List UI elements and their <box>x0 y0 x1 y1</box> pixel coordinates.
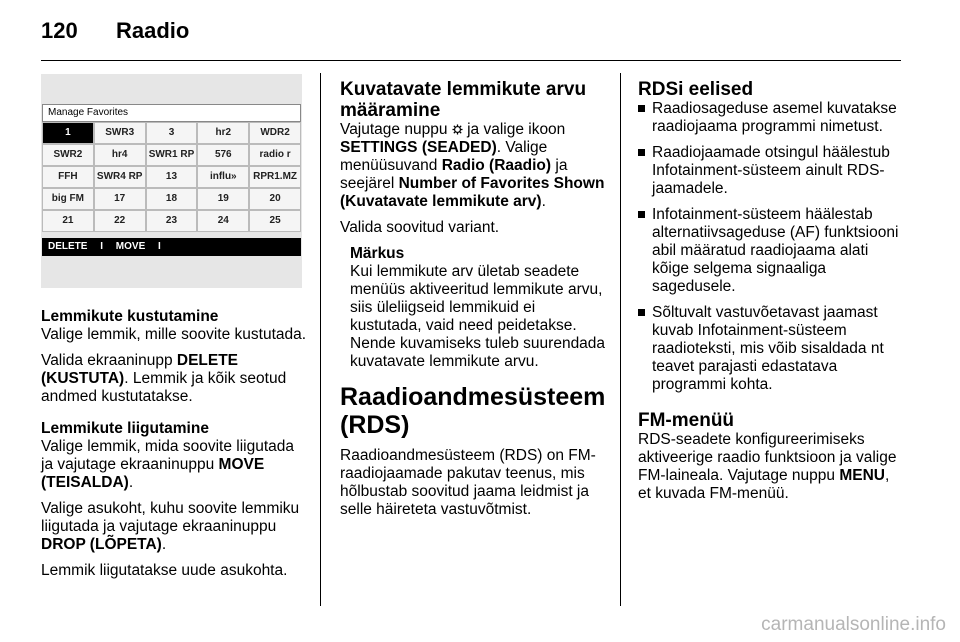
list-item: Raadiosageduse asemel kuvatakse raadiojaama programmi nimetust. <box>638 100 900 136</box>
column-1 <box>41 308 309 588</box>
watermark: carmanualsonline.info <box>761 614 946 635</box>
favorite-slot: 3 <box>146 122 198 144</box>
favorites-row <box>42 144 301 166</box>
bullet-square-icon <box>638 105 645 112</box>
favorites-row <box>42 166 301 188</box>
favorite-slot: 21 <box>42 210 94 232</box>
section-heading-rds-benefits: RDSi eelised <box>638 79 754 100</box>
favorite-slot: 18 <box>146 188 198 210</box>
manage-favorites-screenshot <box>41 74 302 288</box>
favorite-slot: 13 <box>146 166 198 188</box>
favorite-slot: SWR1 RP <box>146 144 198 166</box>
section-heading-fm-menu: FM-menüü <box>638 410 735 431</box>
paragraph: Valige lemmik, mida soovite liigutada ja vajutage ekraaninuppu MOVE (TEISALDA). <box>41 438 294 491</box>
column-divider-2 <box>620 73 621 606</box>
paragraph: Valige lemmik, mille soovite kustutada. <box>41 326 307 343</box>
column-divider-1 <box>320 73 321 606</box>
favorite-slot: SWR4 RP <box>94 166 146 188</box>
bullet-square-icon <box>638 211 645 218</box>
page-number: 120 <box>41 18 78 43</box>
screenshot-action-bar <box>42 238 301 256</box>
section-heading-delete: Lemmikute kustutamine <box>41 308 219 325</box>
paragraph: RDS-seadete konfigureerimiseks aktiveerige raadio funktsioon ja valige FM-laineala. Vajutage nuppu MENU, et kuvada FM-menüü. <box>638 431 897 502</box>
favorite-slot: 23 <box>146 210 198 232</box>
move-label: MOVE <box>115 241 146 252</box>
section-heading-move: Lemmikute liigutamine <box>41 420 209 437</box>
favorites-row <box>42 188 301 210</box>
list-item: Raadiojaamade otsingul häälestub Infotainment-süsteem ainult RDS-jaamadele. <box>638 144 900 198</box>
column-3 <box>638 79 900 511</box>
favorite-slot: 17 <box>94 188 146 210</box>
favorite-slot: FFH <box>42 166 94 188</box>
gear-icon <box>452 124 463 135</box>
favorite-slot: hr4 <box>94 144 146 166</box>
delete-label: DELETE <box>48 241 88 252</box>
paragraph: Vajutage nuppu ja valige ikoon SETTINGS (SEADED). Valige menüüsuvand Radio (Raadio) ja seejärel Number of Favorites Shown (Kuvatavate lemmikute arv). <box>340 121 605 210</box>
favorite-slot: SWR3 <box>94 122 146 144</box>
section-heading-favorites-count: Kuvatavate lemmikute arvu määramine <box>340 79 587 121</box>
paragraph: Valige asukoht, kuhu soovite lemmiku liigutada ja vajutage ekraaninuppu DROP (LÕPETA). <box>41 500 300 553</box>
bullet-square-icon <box>638 149 645 156</box>
page-title: Raadio <box>116 18 190 43</box>
favorite-slot: influ» <box>197 166 249 188</box>
favorites-grid <box>42 122 301 232</box>
favorite-slot: 19 <box>197 188 249 210</box>
favorite-slot: 25 <box>249 210 301 232</box>
rds-benefits-list <box>638 100 900 394</box>
favorite-slot: 24 <box>197 210 249 232</box>
favorite-slot: SWR2 <box>42 144 94 166</box>
note-box <box>350 245 608 371</box>
bar-separator: I <box>158 241 161 252</box>
paragraph: Valida ekraaninupp DELETE (KUSTUTA). Lemmik ja kõik seotud andmed kustutatakse. <box>41 352 287 405</box>
bullet-square-icon <box>638 309 645 316</box>
column-2 <box>340 79 608 527</box>
screenshot-title: Manage Favorites <box>42 104 301 122</box>
list-item: Infotainment-süsteem häälestab alternatiivsageduse (AF) funktsiooni abil määratud raadiojaama alati kõige selgema signaaliga sagedusele. <box>638 206 900 296</box>
list-item: Sõltuvalt vastuvõetavast jaamast kuvab Infotainment-süsteem raadioteksti, mis võib sisaldada nt teavet parajasti edastatava programmi kohta. <box>638 304 900 394</box>
bar-separator: I <box>100 241 104 252</box>
paragraph: Raadioandmesüsteem (RDS) on FM-raadiojaamade pakutav teenus, mis hõlbustab soovitud jaama leidmist ja selle häireteta vastuvõtmist. <box>340 447 596 518</box>
favorite-slot: 576 <box>197 144 249 166</box>
favorite-slot: hr2 <box>197 122 249 144</box>
favorite-slot: big FM <box>42 188 94 210</box>
section-heading-rds: Raadioandmesüsteem (RDS) <box>340 383 606 439</box>
note-text: Kui lemmikute arv ületab seadete menüüs aktiveeritud lemmikute arvu, siis üleliigseid lemmikuid ei kustutada, vaid need peidetakse. Nende kuvamiseks tuleb suurendada kuvatavate lemmikute arvu. <box>350 263 606 370</box>
favorites-row <box>42 122 301 144</box>
favorites-row <box>42 210 301 232</box>
favorite-slot: WDR2 <box>249 122 301 144</box>
favorite-slot: RPR1.MZ <box>249 166 301 188</box>
header-divider <box>41 60 901 61</box>
note-title: Märkus <box>350 245 405 262</box>
paragraph: Lemmik liigutatakse uude asukohta. <box>41 562 288 579</box>
favorite-slot: 1 <box>42 122 94 144</box>
favorite-slot: radio r <box>249 144 301 166</box>
favorite-slot: 20 <box>249 188 301 210</box>
paragraph: Valida soovitud variant. <box>340 219 500 236</box>
favorite-slot: 22 <box>94 210 146 232</box>
